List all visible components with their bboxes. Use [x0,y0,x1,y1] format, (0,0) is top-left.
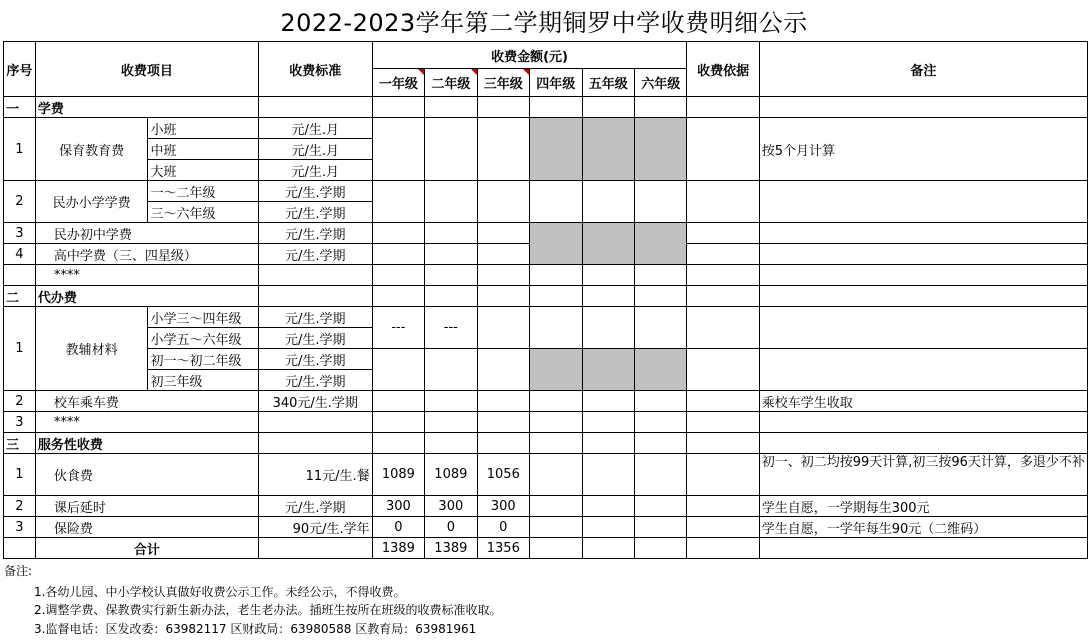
item-name: **** [35,412,258,433]
item-name: **** [35,265,258,286]
amount-grade-3: 1056 [477,454,529,496]
standard: 元/生.学期 [258,496,372,517]
item-name: 保险费 [35,517,258,538]
sub-item: 中班 [148,139,258,160]
standard: 元/生.月 [258,139,372,160]
item-name: 伙食费 [35,454,258,496]
amount-grade-1: 300 [372,496,424,517]
row-seq: 1 [4,454,36,496]
standard: 90元/生.学年 [258,517,372,538]
row-seq: 2 [4,391,36,412]
standard: 元/生.学期 [258,349,372,370]
remark: 乘校车学生收取 [759,391,1087,412]
header-grade-4: 四年级 [530,69,582,97]
sub-item: 小班 [148,118,258,139]
section-number: 三 [4,433,36,454]
header-grade-2: 二年级 [425,69,477,97]
sub-item: 三～六年级 [148,202,258,223]
remark: 学生自愿，一学年每生90元（二维码） [759,517,1087,538]
sub-item: 初一～初二年级 [148,349,258,370]
row-seq: 3 [4,223,36,244]
standard: 元/生.学期 [258,223,372,244]
header-remark: 备注 [759,42,1087,97]
note-line: 2.调整学费、保教费实行新生新办法，老生老办法。插班生按所在班级的收费标准收取。 [34,603,502,617]
amount-grade-2: 0 [425,517,477,538]
section-title: 代办费 [35,286,258,307]
standard: 元/生.学期 [258,370,372,391]
standard: 11元/生.餐 [258,454,372,496]
row-seq: 3 [4,412,36,433]
note-line: 3.监督电话：区发改委：63982117 区财政局：63980588 区教育局：63981961 [34,622,477,636]
header-standard: 收费标准 [258,42,372,97]
item-name: 民办初中学费 [35,223,258,244]
item-name: 课后延时 [35,496,258,517]
total-label: 合计 [35,538,258,559]
section-number: 二 [4,286,36,307]
item-name: 高中学费（三、四星级） [35,244,258,265]
sub-item: 小学五～六年级 [148,328,258,349]
amount-grade-3: 0 [477,517,529,538]
standard: 元/生.月 [258,118,372,139]
amount-grade-1: 0 [372,517,424,538]
standard: 元/生.月 [258,160,372,181]
total-grade-2: 1389 [425,538,477,559]
row-seq: 3 [4,517,36,538]
amount-grade-2: 300 [425,496,477,517]
standard: 元/生.学期 [258,307,372,328]
item-name: 教辅材料 [35,307,148,391]
amount-grade-2: --- [425,307,477,349]
header-grade-3: 三年级 [477,69,529,97]
row-seq: 2 [4,496,36,517]
header-grade-5: 五年级 [582,69,634,97]
row-seq: 2 [4,181,36,223]
page-title: 2022-2023学年第二学期铜罗中学收费明细公示 [280,9,808,37]
header-grade-6: 六年级 [634,69,686,97]
note-line: 1.各幼儿园、中小学校认真做好收费公示工作。未经公示，不得收费。 [34,585,406,599]
sub-item: 小学三～四年级 [148,307,258,328]
sub-item: 大班 [148,160,258,181]
header-amount: 收费金额(元) [372,42,687,69]
section-number: 一 [4,97,36,118]
fee-table [3,41,1088,559]
amount-grade-1: 1089 [372,454,424,496]
item-name: 民办小学学费 [35,181,148,223]
header-item: 收费项目 [35,42,258,97]
standard: 元/生.学期 [258,244,372,265]
row-seq: 1 [4,118,36,181]
notes-heading: 备注: [4,564,33,578]
section-title: 服务性收费 [35,433,258,454]
header-grade-1: 一年级 [372,69,424,97]
standard: 元/生.学期 [258,328,372,349]
amount-grade-2: 1089 [425,454,477,496]
total-grade-3: 1356 [477,538,529,559]
sub-item: 一～二年级 [148,181,258,202]
item-name: 保育教育费 [35,118,148,181]
sub-item: 初三年级 [148,370,258,391]
standard: 340元/生.学期 [258,391,372,412]
header-basis: 收费依据 [687,42,759,97]
standard: 元/生.学期 [258,202,372,223]
remark: 按5个月计算 [759,118,1087,181]
section-title: 学费 [35,97,258,118]
total-grade-1: 1389 [372,538,424,559]
amount-grade-1: --- [372,307,424,349]
row-seq: 1 [4,307,36,391]
standard: 元/生.学期 [258,181,372,202]
item-name: 校车乘车费 [35,391,258,412]
remark: 学生自愿，一学期每生300元 [759,496,1087,517]
header-seq: 序号 [4,42,36,97]
row-seq: 4 [4,244,36,265]
amount-grade-3: 300 [477,496,529,517]
remark: 初一、初二均按99天计算,初三按96天计算，多退少不补 [759,454,1087,496]
